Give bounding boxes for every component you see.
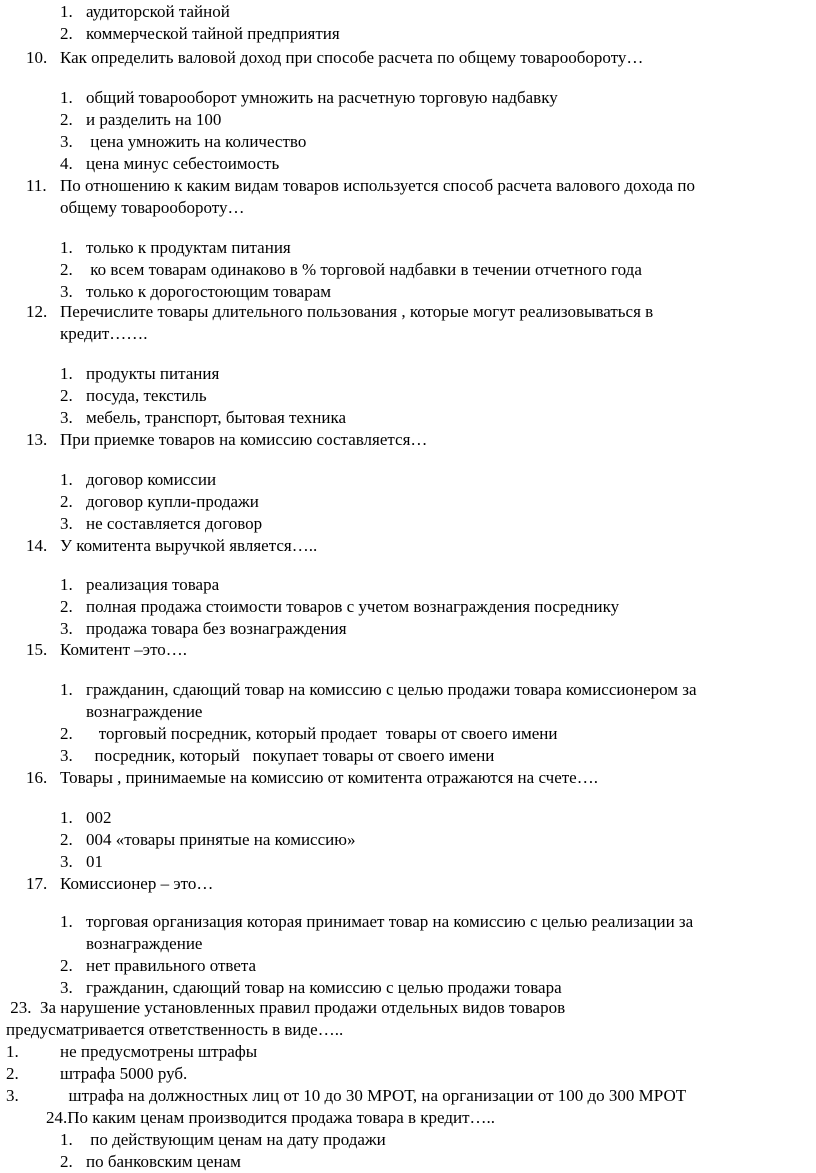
item-text: Перечислите товары длительного пользования , которые могут реализовываться в (60, 302, 654, 321)
item-number: 2. (60, 260, 73, 279)
item-text: цена минус себестоимость (86, 154, 280, 173)
item-number: 1. (60, 364, 73, 383)
item-number: 17. (26, 874, 48, 893)
item-text: Комитент –это…. (60, 640, 188, 659)
item-text: Как определить валовой доход при способе расчета по общему товарообороту… (60, 48, 644, 67)
item-text: торговый посредник, который продает товары от своего имени (86, 724, 558, 743)
item-text: общий товарооборот умножить на расчетную торговую надбавку (86, 88, 558, 107)
item-number: 3. (60, 408, 73, 427)
item-text: продажа товара без вознаграждения (86, 619, 347, 638)
item-text: торговая организация которая принимает товар на комиссию с целью реализации за (86, 912, 694, 931)
item-number: 1. (60, 575, 73, 594)
item-text: мебель, транспорт, бытовая техника (86, 408, 347, 427)
item-text: У комитента выручкой является….. (60, 536, 318, 555)
item-text: посуда, текстиль (86, 386, 207, 405)
item-number: 3. (60, 978, 73, 997)
item-text: гражданин, сдающий товар на комиссию с целью продажи товара комиссионером за (86, 680, 697, 699)
item-number: 3. (60, 852, 73, 871)
item-text: по банковским ценам (86, 1152, 241, 1171)
item-number: 2. (6, 1064, 19, 1083)
item-text: нет правильного ответа (86, 956, 257, 975)
item-number: 2. (60, 597, 73, 616)
item-number: 3. (60, 746, 73, 765)
item-text: не составляется договор (86, 514, 263, 533)
item-text: По отношению к каким видам товаров используется способ расчета валового дохода по (60, 176, 695, 195)
item-text: только к дорогостоющим товарам (86, 282, 331, 301)
item-number: 3. (60, 619, 73, 638)
item-number: 1. (60, 680, 73, 699)
item-number: 14. (26, 536, 48, 555)
item-text: цена умножить на количество (86, 132, 307, 151)
item-number: 11. (26, 176, 47, 195)
item-number: 2. (60, 830, 73, 849)
item-text: 23. За нарушение установленных правил продажи отдельных видов товаров (6, 998, 566, 1017)
item-text: 002 (86, 808, 112, 827)
item-number: 16. (26, 768, 48, 787)
item-number: 3. (6, 1086, 19, 1105)
item-text: ко всем товарам одинаково в % торговой надбавки в течении отчетного года (86, 260, 642, 279)
item-number: 12. (26, 302, 48, 321)
item-text: продукты питания (86, 364, 220, 383)
item-number: 4. (60, 154, 73, 173)
item-text: 24.По каким ценам производится продажа товара в кредит….. (46, 1108, 496, 1127)
item-number: 1. (60, 238, 73, 257)
item-number: 1. (60, 470, 73, 489)
item-number: 1. (60, 2, 73, 21)
item-number: 15. (26, 640, 48, 659)
item-text: Товары , принимаемые на комиссию от комитента отражаются на счете…. (60, 768, 598, 787)
item-number: 2. (60, 492, 73, 511)
item-text: полная продажа стоимости товаров с учетом вознаграждения посреднику (86, 597, 620, 616)
item-text: аудиторской тайной (86, 2, 230, 21)
item-number: 3. (60, 514, 73, 533)
item-text: по действующим ценам на дату продажи (86, 1130, 386, 1149)
item-number: 2. (60, 386, 73, 405)
item-number: 1. (60, 1130, 73, 1149)
item-text: штрафа 5000 руб. (60, 1064, 188, 1083)
item-number: 3. (60, 132, 73, 151)
item-text: вознаграждение (86, 934, 203, 953)
item-number: 1. (60, 912, 73, 931)
item-number: 1. (60, 808, 73, 827)
item-text: предусматривается ответственность в виде….. (6, 1020, 344, 1039)
item-text: При приемке товаров на комиссию составляется… (60, 430, 428, 449)
item-number: 1. (60, 88, 73, 107)
item-text: Комиссионер – это… (60, 874, 214, 893)
item-text: кредит……. (60, 324, 148, 343)
item-number: 3. (60, 282, 73, 301)
item-text: вознаграждение (86, 702, 203, 721)
item-number: 2. (60, 1152, 73, 1171)
item-number: 10. (26, 48, 48, 67)
item-text: посредник, который покупает товары от своего имени (86, 746, 495, 765)
item-text: реализация товара (86, 575, 220, 594)
item-text: договор комиссии (86, 470, 217, 489)
item-number: 2. (60, 24, 73, 43)
item-text: гражданин, сдающий товар на комиссию с целью продажи товара (86, 978, 562, 997)
item-number: 2. (60, 110, 73, 129)
item-number: 2. (60, 956, 73, 975)
item-text: общему товарообороту… (60, 198, 245, 217)
item-number: 2. (60, 724, 73, 743)
item-text: коммерческой тайной предприятия (86, 24, 340, 43)
item-text: не предусмотрены штрафы (60, 1042, 258, 1061)
item-number: 13. (26, 430, 48, 449)
item-text: штрафа на должностных лиц от 10 до 30 МРОТ, на организации от 100 до 300 МРОТ (60, 1086, 687, 1105)
item-text: договор купли-продажи (86, 492, 259, 511)
item-text: только к продуктам питания (86, 238, 291, 257)
item-text: 01 (86, 852, 103, 871)
item-number: 1. (6, 1042, 19, 1061)
item-text: 004 «товары принятые на комиссию» (86, 830, 356, 849)
item-text: и разделить на 100 (86, 110, 222, 129)
